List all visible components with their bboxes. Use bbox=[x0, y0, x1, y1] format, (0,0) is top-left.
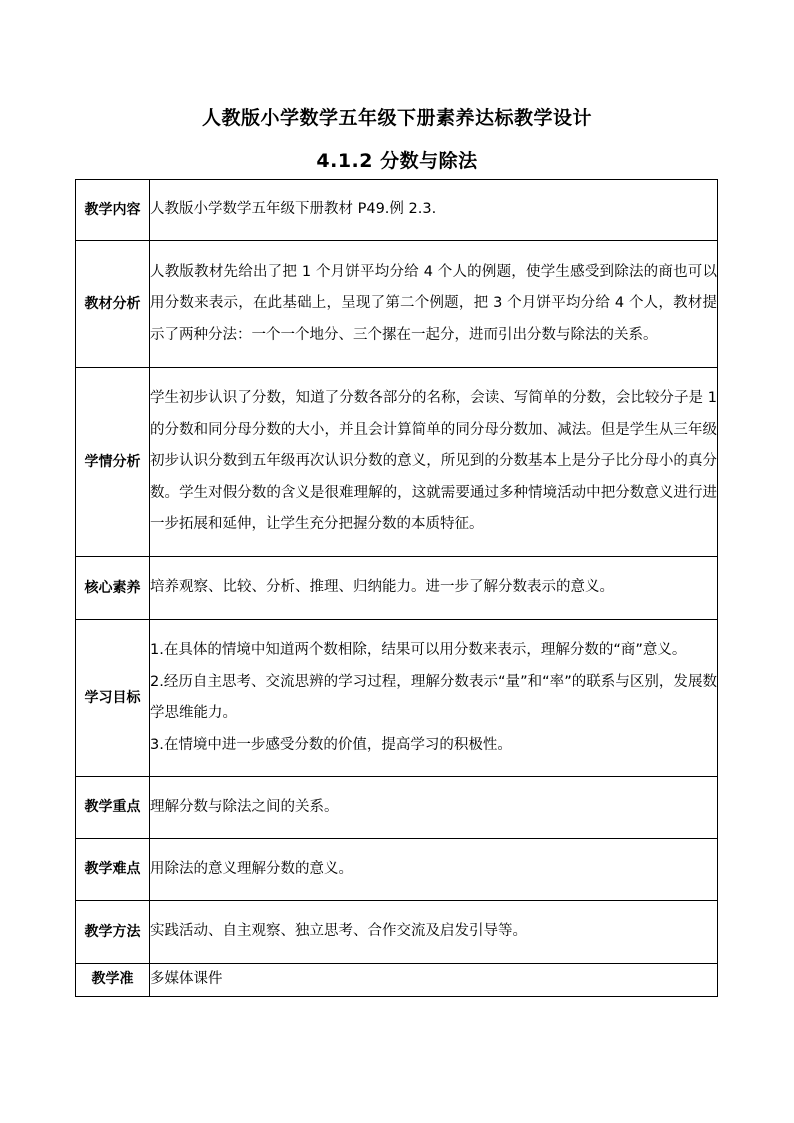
row-content bbox=[150, 620, 718, 777]
row-label: 学情分析 bbox=[76, 368, 150, 557]
row-paragraph: 2.经历自主思考、交流思辨的学习过程，理解分数表示“量”和“率”的联系与区别，发展数学思维能力。 bbox=[150, 673, 717, 721]
table-row bbox=[76, 368, 718, 557]
row-label: 教学内容 bbox=[76, 180, 150, 241]
row-label: 教学准 bbox=[76, 964, 150, 997]
row-paragraph: 理解分数与除法之间的关系。 bbox=[150, 798, 339, 815]
row-content bbox=[150, 777, 718, 839]
table-row bbox=[76, 180, 718, 241]
document-title: 人教版小学数学五年级下册素养达标教学设计 bbox=[201, 107, 592, 129]
row-content bbox=[150, 964, 718, 997]
row-label: 教学重点 bbox=[76, 777, 150, 839]
document-subtitle: 4.1.2 分数与除法 bbox=[316, 150, 478, 172]
row-content bbox=[150, 241, 718, 368]
table-row bbox=[76, 241, 718, 368]
row-paragraph: 用除法的意义理解分数的意义。 bbox=[150, 860, 353, 877]
row-label: 教学难点 bbox=[76, 839, 150, 901]
row-label: 学习目标 bbox=[76, 620, 150, 777]
row-paragraph: 多媒体课件 bbox=[150, 971, 223, 987]
row-paragraph: 人教版小学数学五年级下册教材 P49.例 2.3. bbox=[150, 201, 437, 218]
table-row bbox=[76, 620, 718, 777]
row-paragraph: 实践活动、自主观察、独立思考、合作交流及启发引导等。 bbox=[150, 923, 527, 940]
table-row bbox=[76, 964, 718, 997]
row-content bbox=[150, 180, 718, 241]
table-row bbox=[76, 777, 718, 839]
row-content bbox=[150, 368, 718, 557]
row-content bbox=[150, 557, 718, 620]
row-content bbox=[150, 901, 718, 964]
table-row bbox=[76, 839, 718, 901]
row-content bbox=[150, 839, 718, 901]
row-paragraph: 1.在具体的情境中知道两个数相除，结果可以用分数来表示，理解分数的“商”意义。 bbox=[150, 642, 687, 658]
row-paragraph: 学生初步认识了分数，知道了分数各部分的名称，会读、写简单的分数，会比较分子是 1 的分数和同分母分数的大小，并且会计算简单的同分母分数加、减法。但是学生从三年级初步认识分数到五年级再次认识分数的意义，所见到的分数基本上是分子比分母小的真分数。学生对假分数的含义是很难理解的，这就需要通过多种情境活动中把分数意义进行进一步拓展和延伸，让学生充分把握分数的本质特征。 bbox=[150, 390, 717, 533]
table-row bbox=[76, 557, 718, 620]
row-label: 教学方法 bbox=[76, 901, 150, 964]
table-row bbox=[76, 901, 718, 964]
row-label: 教材分析 bbox=[76, 241, 150, 368]
row-paragraph: 培养观察、比较、分析、推理、归纳能力。进一步了解分数表示的意义。 bbox=[150, 579, 614, 596]
row-paragraph: 3.在情境中进一步感受分数的价值，提高学习的积极性。 bbox=[150, 736, 512, 753]
row-label: 核心素养 bbox=[76, 557, 150, 620]
lesson-plan-table bbox=[75, 179, 718, 997]
row-paragraph: 人教版教材先给出了把 1 个月饼平均分给 4 个人的例题，使学生感受到除法的商也可以用分数来表示，在此基础上，呈现了第二个例题，把 3 个月饼平均分给 4 个人，教材提示了两种分法：一个一个地分、三个摞在一起分，进而引出分数与除法的关系。 bbox=[150, 263, 717, 343]
